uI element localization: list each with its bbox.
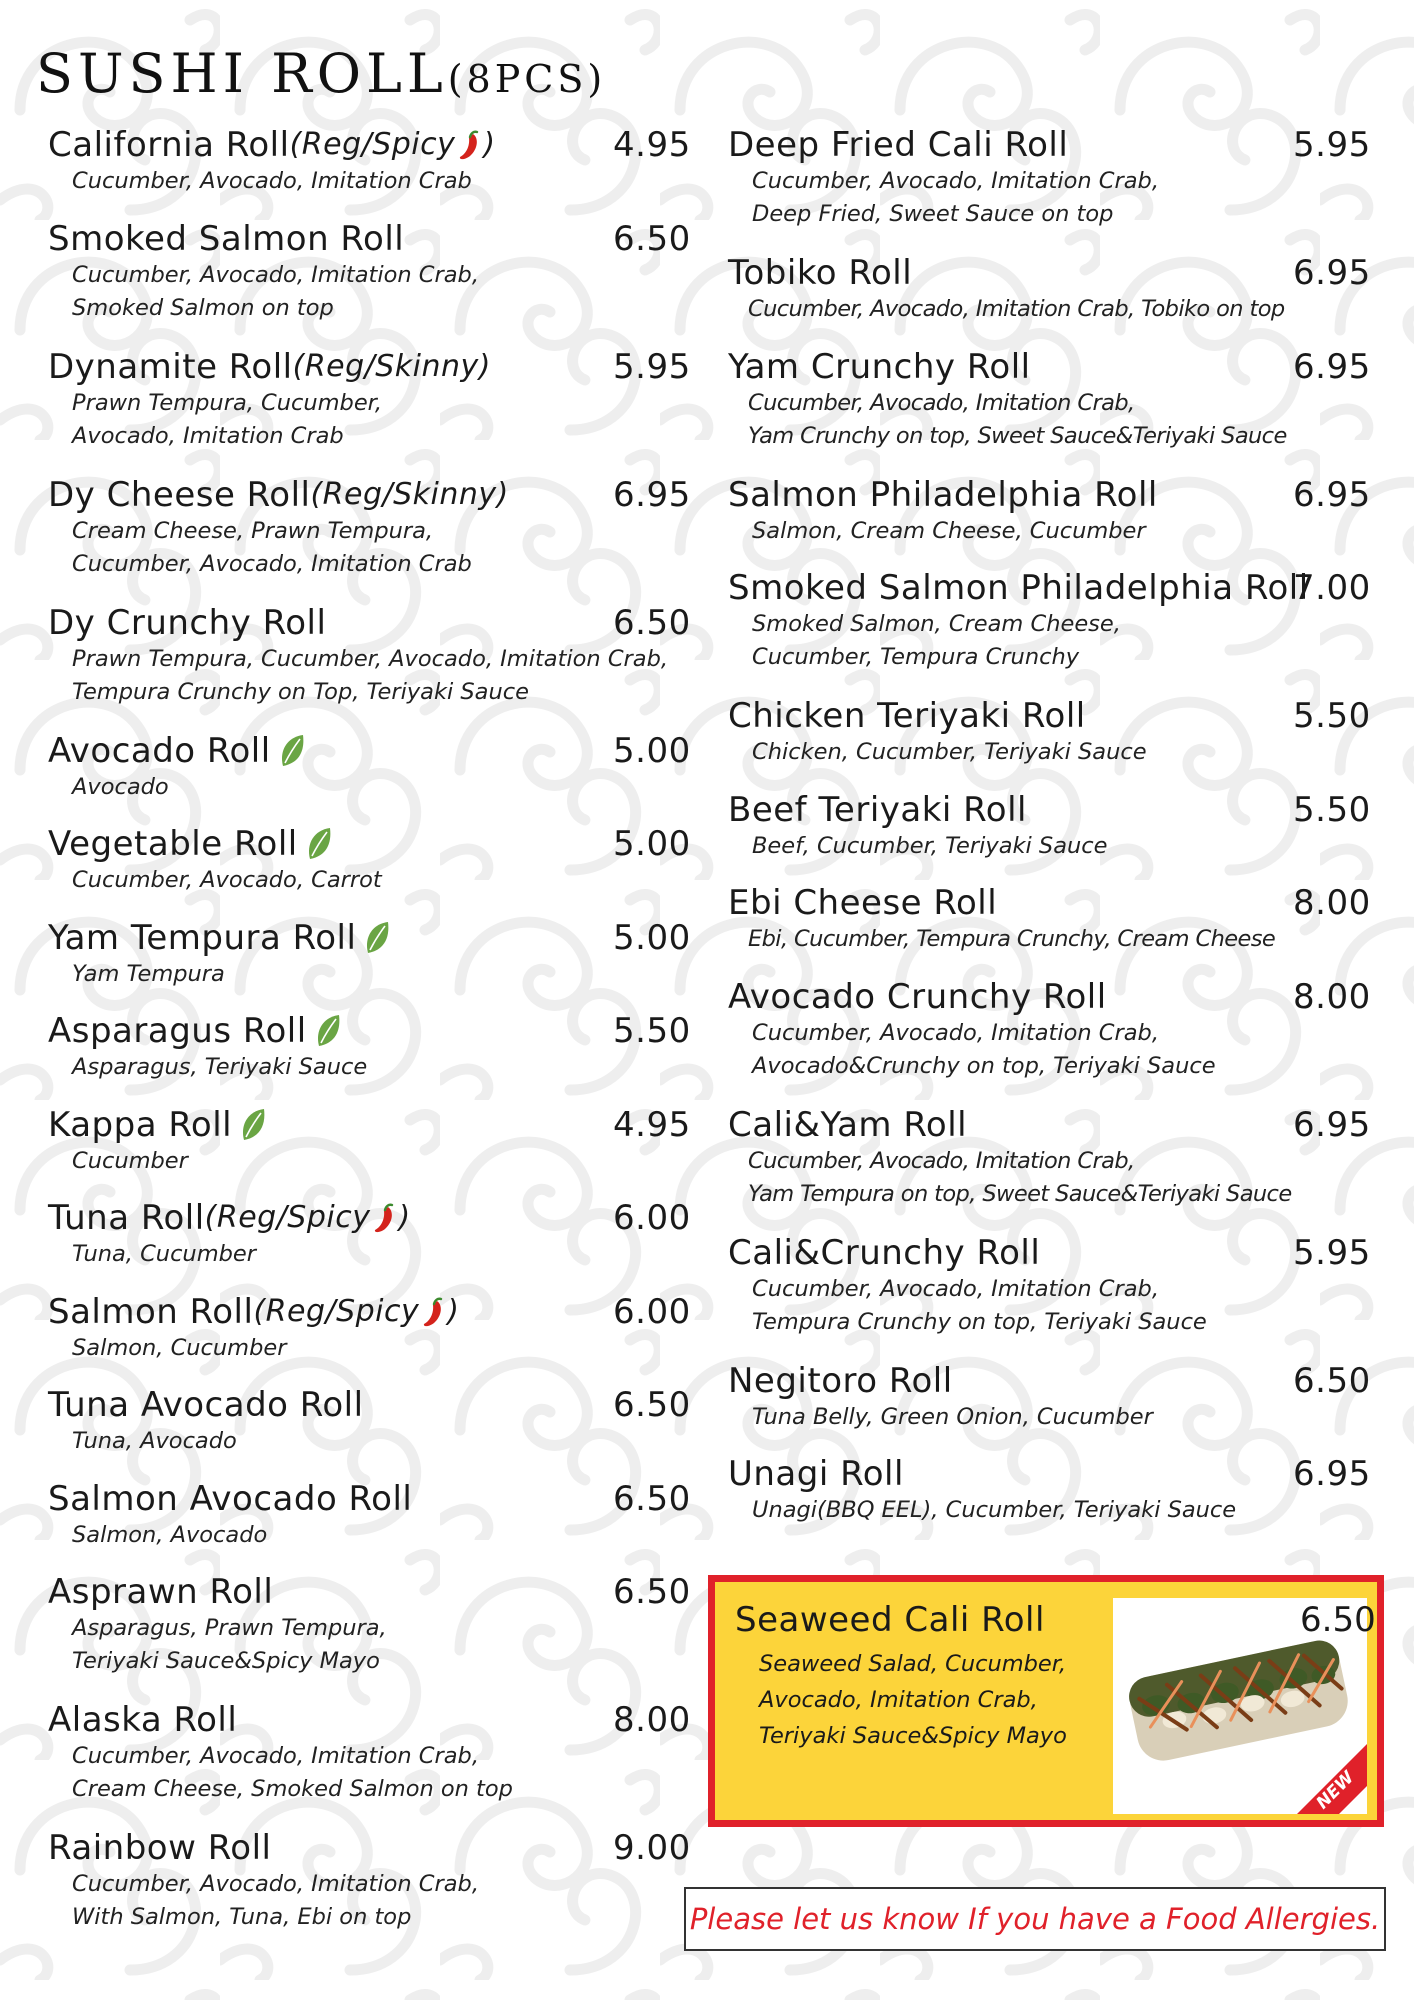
menu-item-title: [728, 1453, 1368, 1495]
menu-item-name: Alaska Roll: [48, 1700, 238, 1740]
menu-item-description: Avocado, Imitation Crab: [72, 422, 344, 449]
menu-item-description: Cucumber, Avocado, Imitation Crab,: [72, 1871, 479, 1897]
menu-item-title: [728, 567, 1368, 609]
menu-item: [48, 1827, 691, 1955]
leaf-icon: [362, 920, 392, 956]
menu-item-name: Tuna Roll: [48, 1198, 205, 1238]
menu-item-description: Unagi(BBQ EEL), Cucumber, Teriyaki Sauce: [752, 1497, 1237, 1523]
leaf-icon: [238, 1107, 268, 1143]
menu-item-description: Smoked Salmon, Cream Cheese,: [752, 611, 1121, 637]
menu-item-option-close: ): [447, 1293, 460, 1329]
menu-item-description: Cucumber, Avocado, Imitation Crab,: [752, 1275, 1159, 1302]
menu-item-description: Chicken, Cucumber, Teriyaki Sauce: [752, 739, 1147, 765]
menu-item: [48, 218, 691, 346]
menu-item-price: 6.50: [613, 602, 691, 643]
menu-item-price: 9.00: [613, 1828, 691, 1868]
menu-item-price: 6.95: [1293, 346, 1371, 387]
menu-item-description: Teriyaki Sauce&Spicy Mayo: [72, 1648, 380, 1674]
menu-item-title: [48, 602, 688, 644]
menu-item-name: Tobiko Roll: [728, 253, 913, 293]
leaf-icon: [277, 733, 307, 769]
page-title: [36, 42, 606, 105]
menu-item-description: Cucumber, Avocado, Imitation Crab,: [748, 1147, 1135, 1174]
menu-item-description: Yam Tempura: [72, 960, 225, 987]
menu-item-description: Tempura Crunchy on top, Teriyaki Sauce: [752, 1308, 1207, 1335]
menu-item-description: Cucumber, Avocado, Imitation Crab,: [748, 389, 1135, 416]
menu-item: [48, 1571, 691, 1699]
menu-item-name: Yam Crunchy Roll: [728, 346, 1031, 387]
menu-item-description: Cucumber, Avocado, Imitation Crab,: [752, 1019, 1159, 1046]
menu-item-name: California Roll: [48, 125, 290, 165]
menu-item-name: Negitoro Roll: [728, 1360, 953, 1401]
menu-item: [48, 1478, 691, 1572]
menu-item-name: Chicken Teriyaki Roll: [728, 696, 1086, 736]
menu-item-title: [728, 695, 1368, 737]
menu-item: [728, 567, 1371, 695]
menu-item-name: Cali&Yam Roll: [728, 1104, 968, 1145]
menu-item-title: [728, 1104, 1368, 1146]
menu-item-title: [48, 346, 688, 388]
menu-item-description: Cucumber, Avocado, Imitation Crab,: [72, 1743, 479, 1769]
menu-item: [48, 917, 691, 1011]
menu-item-price: 5.50: [1293, 696, 1371, 736]
menu-item-price: 6.50: [613, 1385, 691, 1425]
menu-item-price: 5.00: [613, 917, 691, 958]
menu-item-title: [48, 474, 688, 516]
menu-item-name: Tuna Avocado Roll: [48, 1385, 364, 1425]
menu-item-name: Unagi Roll: [728, 1454, 904, 1494]
menu-item-price: 6.95: [1293, 253, 1371, 293]
menu-item-description: Avocado&Crunchy on top, Teriyaki Sauce: [752, 1052, 1216, 1079]
menu-item-title: [48, 917, 688, 959]
menu-item-description: Cucumber, Avocado, Imitation Crab,: [752, 168, 1159, 194]
new-badge-label: NEW: [1312, 1767, 1359, 1814]
menu-item-description: Cucumber, Tempura Crunchy: [752, 644, 1080, 670]
menu-item-title: [728, 1360, 1368, 1402]
menu-item: [728, 252, 1371, 346]
menu-item: [48, 1010, 691, 1104]
menu-item-name: Dynamite Roll: [48, 346, 293, 387]
menu-item-price: 5.95: [1293, 125, 1371, 165]
menu-item-description: Cucumber, Avocado, Carrot: [72, 867, 382, 893]
menu-item-price: 5.00: [613, 730, 691, 771]
menu-item-title: [728, 1232, 1368, 1274]
menu-item-description: With Salmon, Tuna, Ebi on top: [72, 1904, 412, 1930]
menu-item-title: [728, 882, 1368, 924]
menu-item: [48, 474, 691, 602]
menu-item-price: 6.50: [613, 218, 691, 259]
menu-item-title: [48, 1291, 688, 1333]
menu-item-price: 5.00: [613, 824, 691, 864]
menu-item-title: [728, 252, 1368, 294]
menu-item-price: 6.95: [1293, 1454, 1371, 1494]
menu-item-description: Tuna, Avocado: [72, 1428, 237, 1454]
menu-item: [48, 1104, 691, 1198]
menu-item-name: Smoked Salmon Philadelphia Roll: [728, 568, 1309, 608]
menu-item-price: 5.95: [613, 346, 691, 387]
menu-item-option: (Reg/Skinny): [292, 348, 492, 384]
leaf-icon: [304, 826, 334, 862]
chili-icon: [420, 1296, 446, 1328]
featured-desc-line: Avocado, Imitation Crab,: [759, 1687, 1038, 1713]
menu-item-price: 7.00: [1293, 568, 1371, 608]
menu-item: [728, 124, 1371, 252]
menu-item: [728, 882, 1371, 976]
menu-item-name: Rainbow Roll: [48, 1828, 272, 1868]
menu-item-name: Salmon Roll: [48, 1291, 254, 1332]
menu-item-title: [48, 1478, 688, 1520]
menu-item: [48, 1699, 691, 1827]
menu-item-price: 6.95: [1293, 474, 1371, 515]
menu-item: [728, 695, 1371, 789]
menu-item-title: [48, 823, 688, 865]
leaf-icon: [313, 1013, 343, 1049]
menu-item-description: Salmon, Cream Cheese, Cucumber: [752, 517, 1146, 544]
title-main: SUSHI ROLL: [36, 42, 448, 105]
menu-item-option: (Reg/Spicy: [253, 1293, 420, 1329]
menu-item-title: [48, 1010, 688, 1052]
menu-item-price: 4.95: [613, 1104, 691, 1145]
menu-item-title: [48, 730, 688, 772]
menu-item-price: 4.95: [613, 125, 691, 165]
menu-item: [48, 823, 691, 917]
featured-desc-line: Seaweed Salad, Cucumber,: [759, 1651, 1067, 1677]
menu-item: [728, 1104, 1371, 1232]
chili-icon: [456, 129, 482, 161]
menu-item-description: Salmon, Avocado: [72, 1521, 268, 1548]
featured-item-description: [759, 1646, 1067, 1754]
menu-item-option: (Reg/Spicy: [204, 1200, 371, 1235]
menu-item-description: Cucumber: [72, 1147, 188, 1174]
menu-item-description: Cucumber, Avocado, Imitation Crab: [72, 168, 472, 194]
menu-item-description: Tuna Belly, Green Onion, Cucumber: [752, 1403, 1153, 1430]
menu-item: [728, 976, 1371, 1104]
menu-item: [728, 789, 1371, 883]
menu-item: [48, 124, 691, 218]
menu-item-description: Asparagus, Prawn Tempura,: [72, 1615, 387, 1641]
menu-item-option: (Reg/Skinny): [310, 476, 509, 512]
menu-item-price: 5.50: [1293, 789, 1371, 830]
menu-item-name: Ebi Cheese Roll: [728, 883, 998, 923]
menu-item-option-close: ): [398, 1200, 411, 1235]
menu-item: [48, 1197, 691, 1291]
menu-item-description: Deep Fried, Sweet Sauce on top: [752, 201, 1114, 227]
menu-item-title: [728, 474, 1368, 516]
menu-item-price: 6.50: [613, 1478, 691, 1519]
menu-item-name: Cali&Crunchy Roll: [728, 1232, 1041, 1273]
menu-item-name: Kappa Roll: [48, 1104, 233, 1145]
menu-item-description: Yam Tempura on top, Sweet Sauce&Teriyaki Sauce: [748, 1180, 1292, 1207]
menu-item-description: Ebi, Cucumber, Tempura Crunchy, Cream Cheese: [748, 926, 1276, 952]
menu-item-description: Prawn Tempura, Cucumber, Avocado, Imitation Crab,: [72, 645, 668, 672]
featured-new-item: [708, 1575, 1384, 1827]
menu-item-price: 6.50: [613, 1572, 691, 1612]
menu-item-price: 8.00: [1293, 883, 1371, 923]
menu-item: [728, 474, 1371, 568]
menu-item: [728, 1360, 1371, 1454]
menu-item-description: Beef, Cucumber, Teriyaki Sauce: [752, 832, 1108, 859]
menu-item-title: [48, 218, 688, 260]
menu-item-description: Avocado: [72, 773, 169, 800]
menu-item-title: [48, 1827, 688, 1869]
menu-item: [48, 602, 691, 730]
menu-item-description: Cucumber, Avocado, Imitation Crab,: [72, 261, 479, 288]
menu-item-name: Dy Crunchy Roll: [48, 602, 327, 643]
menu-item-name: Vegetable Roll: [48, 824, 298, 864]
menu-item-title: [48, 124, 688, 166]
allergy-notice: Please let us know If you have a Food Allergies.: [684, 1887, 1386, 1951]
menu-item-option-close: ): [483, 127, 496, 162]
menu-item-description: Tuna, Cucumber: [72, 1241, 256, 1267]
new-badge-icon: [1287, 1734, 1367, 1814]
menu-item: [48, 730, 691, 824]
menu-item-description: Tempura Crunchy on Top, Teriyaki Sauce: [72, 678, 529, 705]
menu-item-price: 5.95: [1293, 1232, 1371, 1273]
menu-item-description: Cream Cheese, Prawn Tempura,: [72, 517, 434, 544]
menu-item-description: Cucumber, Avocado, Imitation Crab, Tobiko on top: [748, 296, 1285, 322]
menu-item-title: [728, 789, 1368, 831]
menu-item-title: [48, 1699, 688, 1741]
left-menu-column: [48, 124, 691, 1955]
featured-item-price: 6.50: [1300, 1600, 1376, 1640]
menu-item-name: Deep Fried Cali Roll: [728, 125, 1069, 165]
menu-item: [728, 1453, 1371, 1547]
menu-item-price: 6.50: [1293, 1360, 1371, 1401]
menu-item: [728, 1232, 1371, 1360]
menu-item-title: [48, 1384, 688, 1426]
title-sub: (8PCS): [447, 57, 607, 101]
right-menu-column: [728, 124, 1371, 1547]
menu-item-price: 6.00: [613, 1198, 691, 1238]
menu-item-description: Cream Cheese, Smoked Salmon on top: [72, 1776, 513, 1802]
menu-item-description: Prawn Tempura, Cucumber,: [72, 389, 383, 416]
menu-item-title: [48, 1571, 688, 1613]
menu-item-name: Asprawn Roll: [48, 1572, 274, 1612]
menu-item: [728, 346, 1371, 474]
menu-item-description: Salmon, Cucumber: [72, 1334, 287, 1361]
menu-item: [48, 346, 691, 474]
menu-item-name: Yam Tempura Roll: [48, 917, 357, 958]
menu-item-name: Avocado Roll: [48, 730, 271, 771]
menu-item-title: [48, 1104, 688, 1146]
featured-item-name: Seaweed Cali Roll: [735, 1600, 1045, 1640]
featured-desc-line: Teriyaki Sauce&Spicy Mayo: [759, 1723, 1067, 1749]
menu-item-name: Beef Teriyaki Roll: [728, 789, 1027, 830]
menu-item-name: Salmon Avocado Roll: [48, 1478, 413, 1519]
menu-item-title: [728, 346, 1368, 388]
menu-item-price: 6.95: [613, 474, 691, 515]
menu-item-description: Smoked Salmon on top: [72, 294, 334, 321]
menu-item-price: 5.50: [613, 1011, 691, 1051]
menu-item: [48, 1384, 691, 1478]
menu-item-title: [728, 124, 1368, 166]
menu-item-name: Dy Cheese Roll: [48, 474, 311, 515]
menu-item-title: [48, 1197, 688, 1239]
menu-item-name: Salmon Philadelphia Roll: [728, 474, 1158, 515]
menu-item-description: Cucumber, Avocado, Imitation Crab: [72, 550, 472, 577]
menu-item-price: 8.00: [1293, 976, 1371, 1017]
menu-item-price: 6.95: [1293, 1104, 1371, 1145]
chili-icon: [371, 1202, 397, 1234]
menu-item-name: Smoked Salmon Roll: [48, 218, 405, 259]
menu-item-option: (Reg/Spicy: [289, 127, 456, 162]
menu-item-description: Yam Crunchy on top, Sweet Sauce&Teriyaki Sauce: [748, 422, 1287, 449]
menu-item-name: Avocado Crunchy Roll: [728, 976, 1107, 1017]
menu-item: [48, 1291, 691, 1385]
menu-item-price: 6.00: [613, 1291, 691, 1332]
menu-item-description: Asparagus, Teriyaki Sauce: [72, 1054, 368, 1080]
menu-item-price: 8.00: [613, 1700, 691, 1740]
menu-item-title: [728, 976, 1368, 1018]
menu-item-name: Asparagus Roll: [48, 1011, 307, 1051]
